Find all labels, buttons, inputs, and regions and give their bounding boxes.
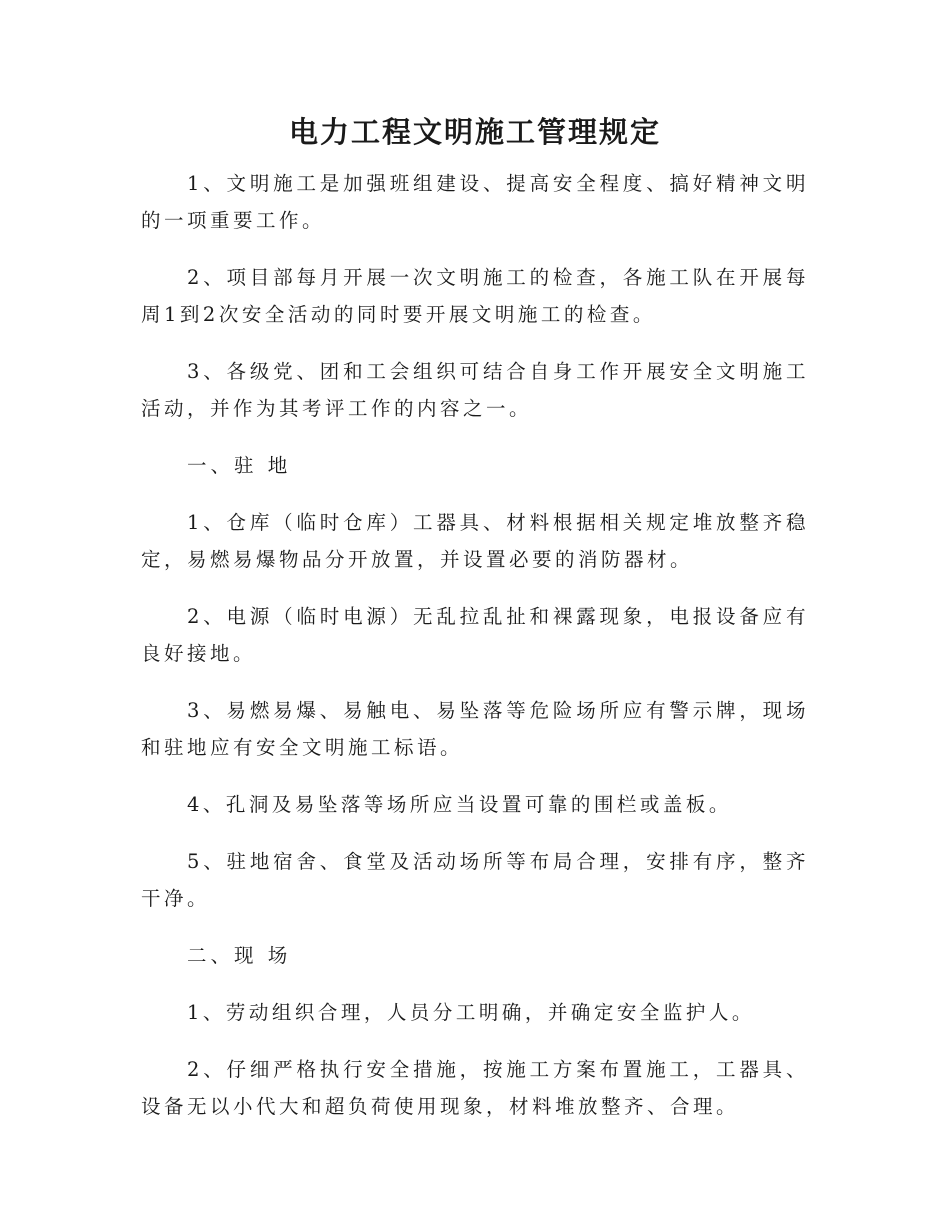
section-heading-residence: 一、驻 地: [187, 454, 292, 477]
residence-item-2: 2、电源（临时电源）无乱拉乱扯和裸露现象，电报设备应有良好接地。: [141, 605, 809, 665]
section-heading-site: 二、现 场: [187, 944, 292, 967]
residence-item-4: 4、孔洞及易坠落等场所应当设置可靠的围栏或盖板。: [187, 793, 732, 816]
paragraph-2: 2、项目部每月开展一次文明施工的检查，各施工队在开展每周1到2次安全活动的同时要开展文明施工的检查。: [141, 266, 809, 326]
document-body: [141, 165, 809, 1145]
residence-item-1: 1、仓库（临时仓库）工器具、材料根据相关规定堆放整齐稳定，易燃易爆物品分开放置，并设置必要的消防器材。: [141, 511, 809, 571]
paragraph-3: 3、各级党、团和工会组织可结合自身工作开展安全文明施工活动，并作为其考评工作的内容之一。: [141, 360, 809, 420]
residence-item-5: 5、驻地宿舍、食堂及活动场所等布局合理，安排有序，整齐干净。: [141, 850, 809, 910]
site-item-1: 1、劳动组织合理，人员分工明确，并确定安全监护人。: [187, 1001, 755, 1024]
site-item-2: 2、仔细严格执行安全措施，按施工方案布置施工，工器具、设备无以小代大和超负荷使用现象，材料堆放整齐、合理。: [141, 1058, 809, 1118]
document-title: 电力工程文明施工管理规定: [288, 115, 661, 149]
residence-item-3: 3、易燃易爆、易触电、易坠落等危险场所应有警示牌，现场和驻地应有安全文明施工标语。: [141, 699, 809, 759]
paragraph-1: 1、文明施工是加强班组建设、提高安全程度、搞好精神文明的一项重要工作。: [141, 172, 809, 232]
